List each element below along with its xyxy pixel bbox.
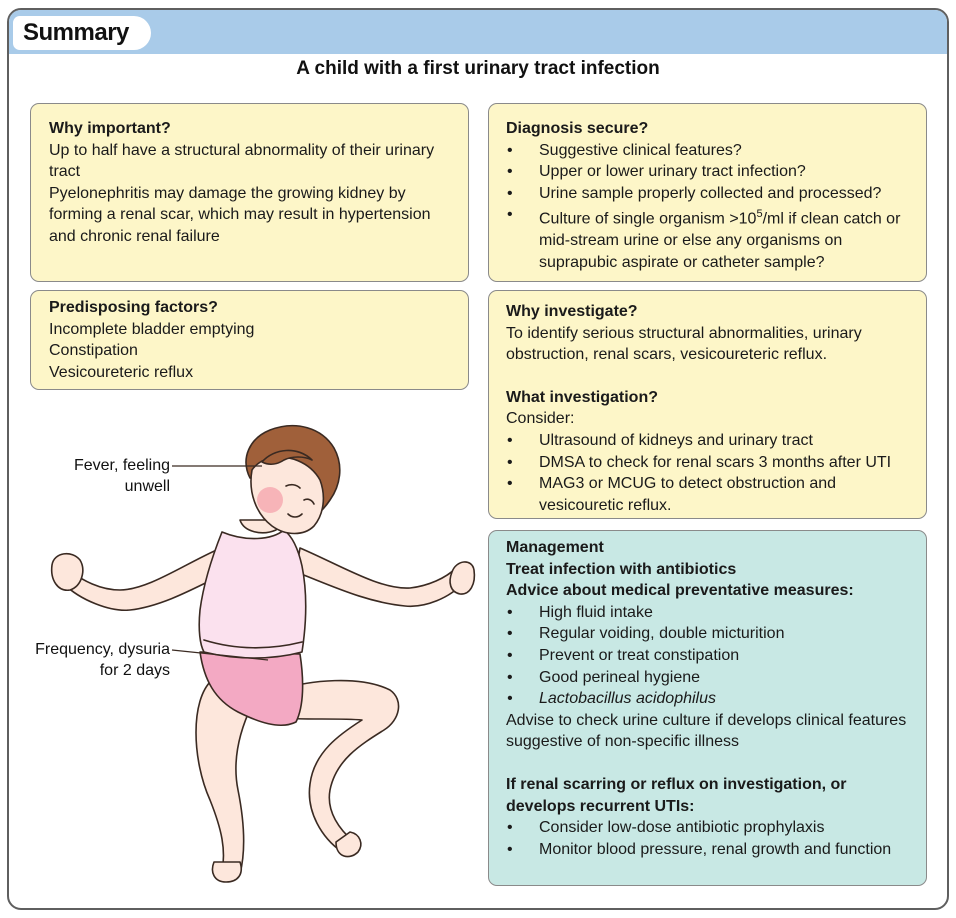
scarring-item: • Consider low-dose antibiotic prophylaxis: [506, 817, 912, 839]
left-hand: [52, 554, 83, 591]
investigation-item: • MAG3 or MCUG to detect obstruction and vesicouretic reflux.: [506, 473, 912, 516]
investigation-box: [488, 290, 927, 519]
why-important-box: [30, 103, 469, 282]
advice-item: • Good perineal hygiene: [506, 667, 912, 689]
frequency-label: Frequency, dysuria for 2 days: [35, 641, 170, 679]
culture-exponent: 5: [756, 208, 763, 221]
why-investigate-text: To identify serious structural abnormalities, urinary obstruction, renal scars, vesicoureteric reflux.: [506, 324, 862, 364]
cheek-flush: [257, 487, 283, 513]
predisposing-item: Incomplete bladder emptying: [49, 320, 255, 338]
right-arm: [296, 548, 464, 606]
management-heading: Management: [506, 539, 604, 556]
what-investigation-heading: What investigation?: [506, 388, 658, 406]
advice-heading: Advice about medical preventative measures:: [506, 582, 854, 600]
diagnosis-item: • Urine sample properly collected and processed?: [506, 183, 912, 205]
diagnosis-heading: Diagnosis secure?: [506, 120, 649, 137]
child-illustration: [40, 420, 480, 890]
why-important-text: Up to half have a structural abnormality of their urinary tract: [49, 141, 435, 181]
diagnosis-box: [488, 103, 927, 282]
advice-item: • Lactobacillus acidophilus: [506, 688, 912, 710]
diagnosis-item: [506, 204, 912, 273]
culture-text-end: /ml if clean catch or mid-stream urine or else any organisms on suprapubic aspirate or catheter sample?: [539, 210, 901, 271]
predisposing-heading: Predisposing factors?: [49, 299, 218, 316]
consider-label: Consider:: [506, 410, 575, 428]
right-hand: [450, 562, 474, 594]
advice-item: • Regular voiding, double micturition: [506, 623, 912, 645]
why-important-heading: Why important?: [49, 120, 171, 137]
scarring-list: [506, 817, 912, 860]
why-investigate-heading: Why investigate?: [506, 303, 638, 320]
summary-tab: Summary: [13, 16, 151, 50]
culture-text-start: Culture of single organism >10: [539, 210, 757, 228]
predisposing-factors-box: [30, 290, 469, 390]
treat-infection-text: Treat infection with antibiotics: [506, 560, 737, 578]
vest: [199, 530, 306, 658]
predisposing-item: Constipation: [49, 342, 138, 360]
advise-urine-culture-text: Advise to check urine culture if develops clinical features suggestive of non-specific illness: [506, 711, 907, 751]
investigation-item: • Ultrasound of kidneys and urinary tract: [506, 430, 912, 452]
diagnosis-list: [506, 140, 912, 274]
fever-label: Fever, feeling unwell: [73, 457, 170, 495]
investigation-list: [506, 430, 912, 516]
why-important-text: Pyelonephritis may damage the growing kidney by forming a renal scar, which may result in hypertension and chronic renal failure: [49, 184, 431, 245]
diagnosis-item: • Suggestive clinical features?: [506, 140, 912, 162]
advice-list: [506, 602, 912, 710]
management-box: [488, 530, 927, 886]
predisposing-item: Vesicoureteric reflux: [49, 363, 194, 381]
scarring-item: • Monitor blood pressure, renal growth and function: [506, 839, 912, 861]
diagnosis-item: • Upper or lower urinary tract infection?: [506, 161, 912, 183]
advice-item: • Prevent or treat constipation: [506, 645, 912, 667]
left-foot: [213, 862, 242, 882]
page-title: A child with a first urinary tract infection: [296, 58, 660, 79]
advice-item: • High fluid intake: [506, 602, 912, 624]
if-scarring-heading: If renal scarring or reflux on investigation, or develops recurrent UTIs:: [506, 775, 847, 815]
investigation-item: • DMSA to check for renal scars 3 months after UTI: [506, 452, 912, 474]
